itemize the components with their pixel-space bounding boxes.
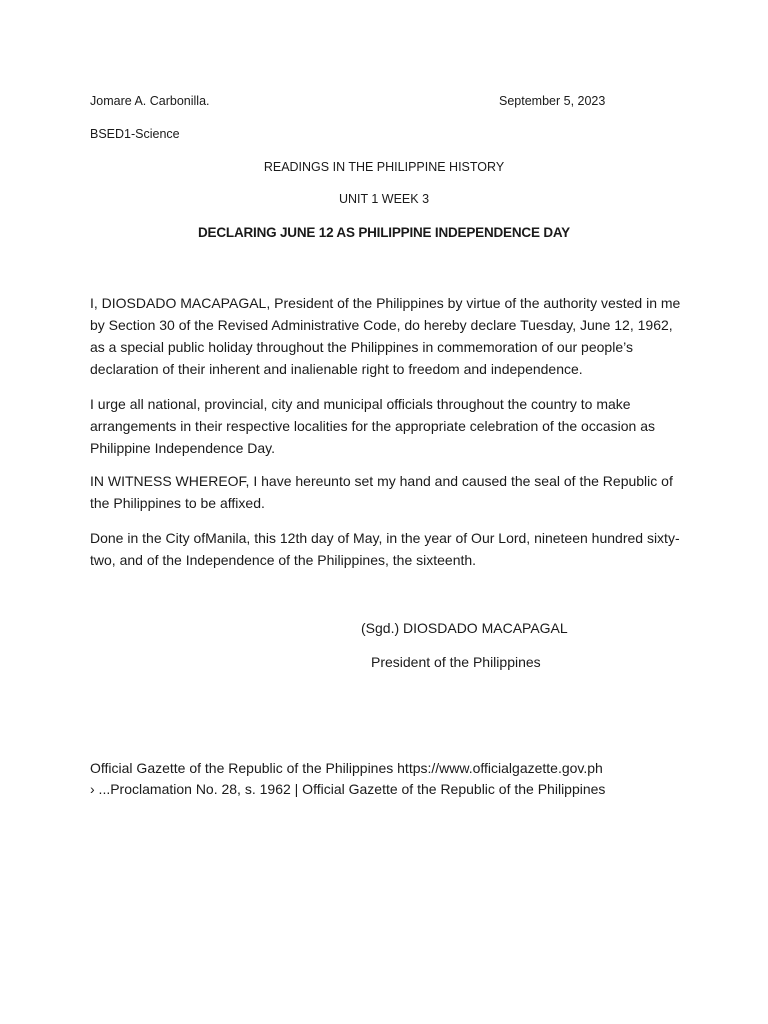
document-title: DECLARING JUNE 12 AS PHILIPPINE INDEPENDENCE DAY xyxy=(198,225,570,240)
course-title: READINGS IN THE PHILIPPINE HISTORY xyxy=(263,160,505,174)
author-name: Jomare A. Carbonilla. xyxy=(90,94,210,108)
document-date: September 5, 2023 xyxy=(499,94,606,108)
source-citation-line-1: Official Gazette of the Republic of the Philippines https://www.officialgazette.gov.ph xyxy=(90,760,603,776)
course-unit: UNIT 1 WEEK 3 xyxy=(338,192,430,206)
paragraph-urge: I urge all national, provincial, city and municipal officials throughout the country to make arrangements in their respective localities for the appropriate celebration of the occasion as Philippine Independence Day. xyxy=(90,396,655,456)
source-citation-line-2: › ...Proclamation No. 28, s. 1962 | Official Gazette of the Republic of the Philippines xyxy=(90,781,606,797)
student-section: BSED1-Science xyxy=(90,127,180,141)
signature-name: (Sgd.) DIOSDADO MACAPAGAL xyxy=(361,620,568,636)
paragraph-done: Done in the City ofManila, this 12th day of May, in the year of Our Lord, nineteen hundred sixty-two, and of the Independence of the Philippines, the sixteenth. xyxy=(90,530,680,568)
paragraph-witness: IN WITNESS WHEREOF, I have hereunto set my hand and caused the seal of the Republic of the Philippines to be affixed. xyxy=(90,473,673,511)
paragraph-proclamation: I, DIOSDADO MACAPAGAL, President of the Philippines by virtue of the authority vested in me by Section 30 of the Revised Administrative Code, do hereby declare Tuesday, June 12, 1962, as a special public holiday throughout the Philippines in commemoration of our people’s declaration of their inherent and inalienable right to freedom and independence. xyxy=(90,295,681,377)
signature-title: President of the Philippines xyxy=(371,654,541,670)
